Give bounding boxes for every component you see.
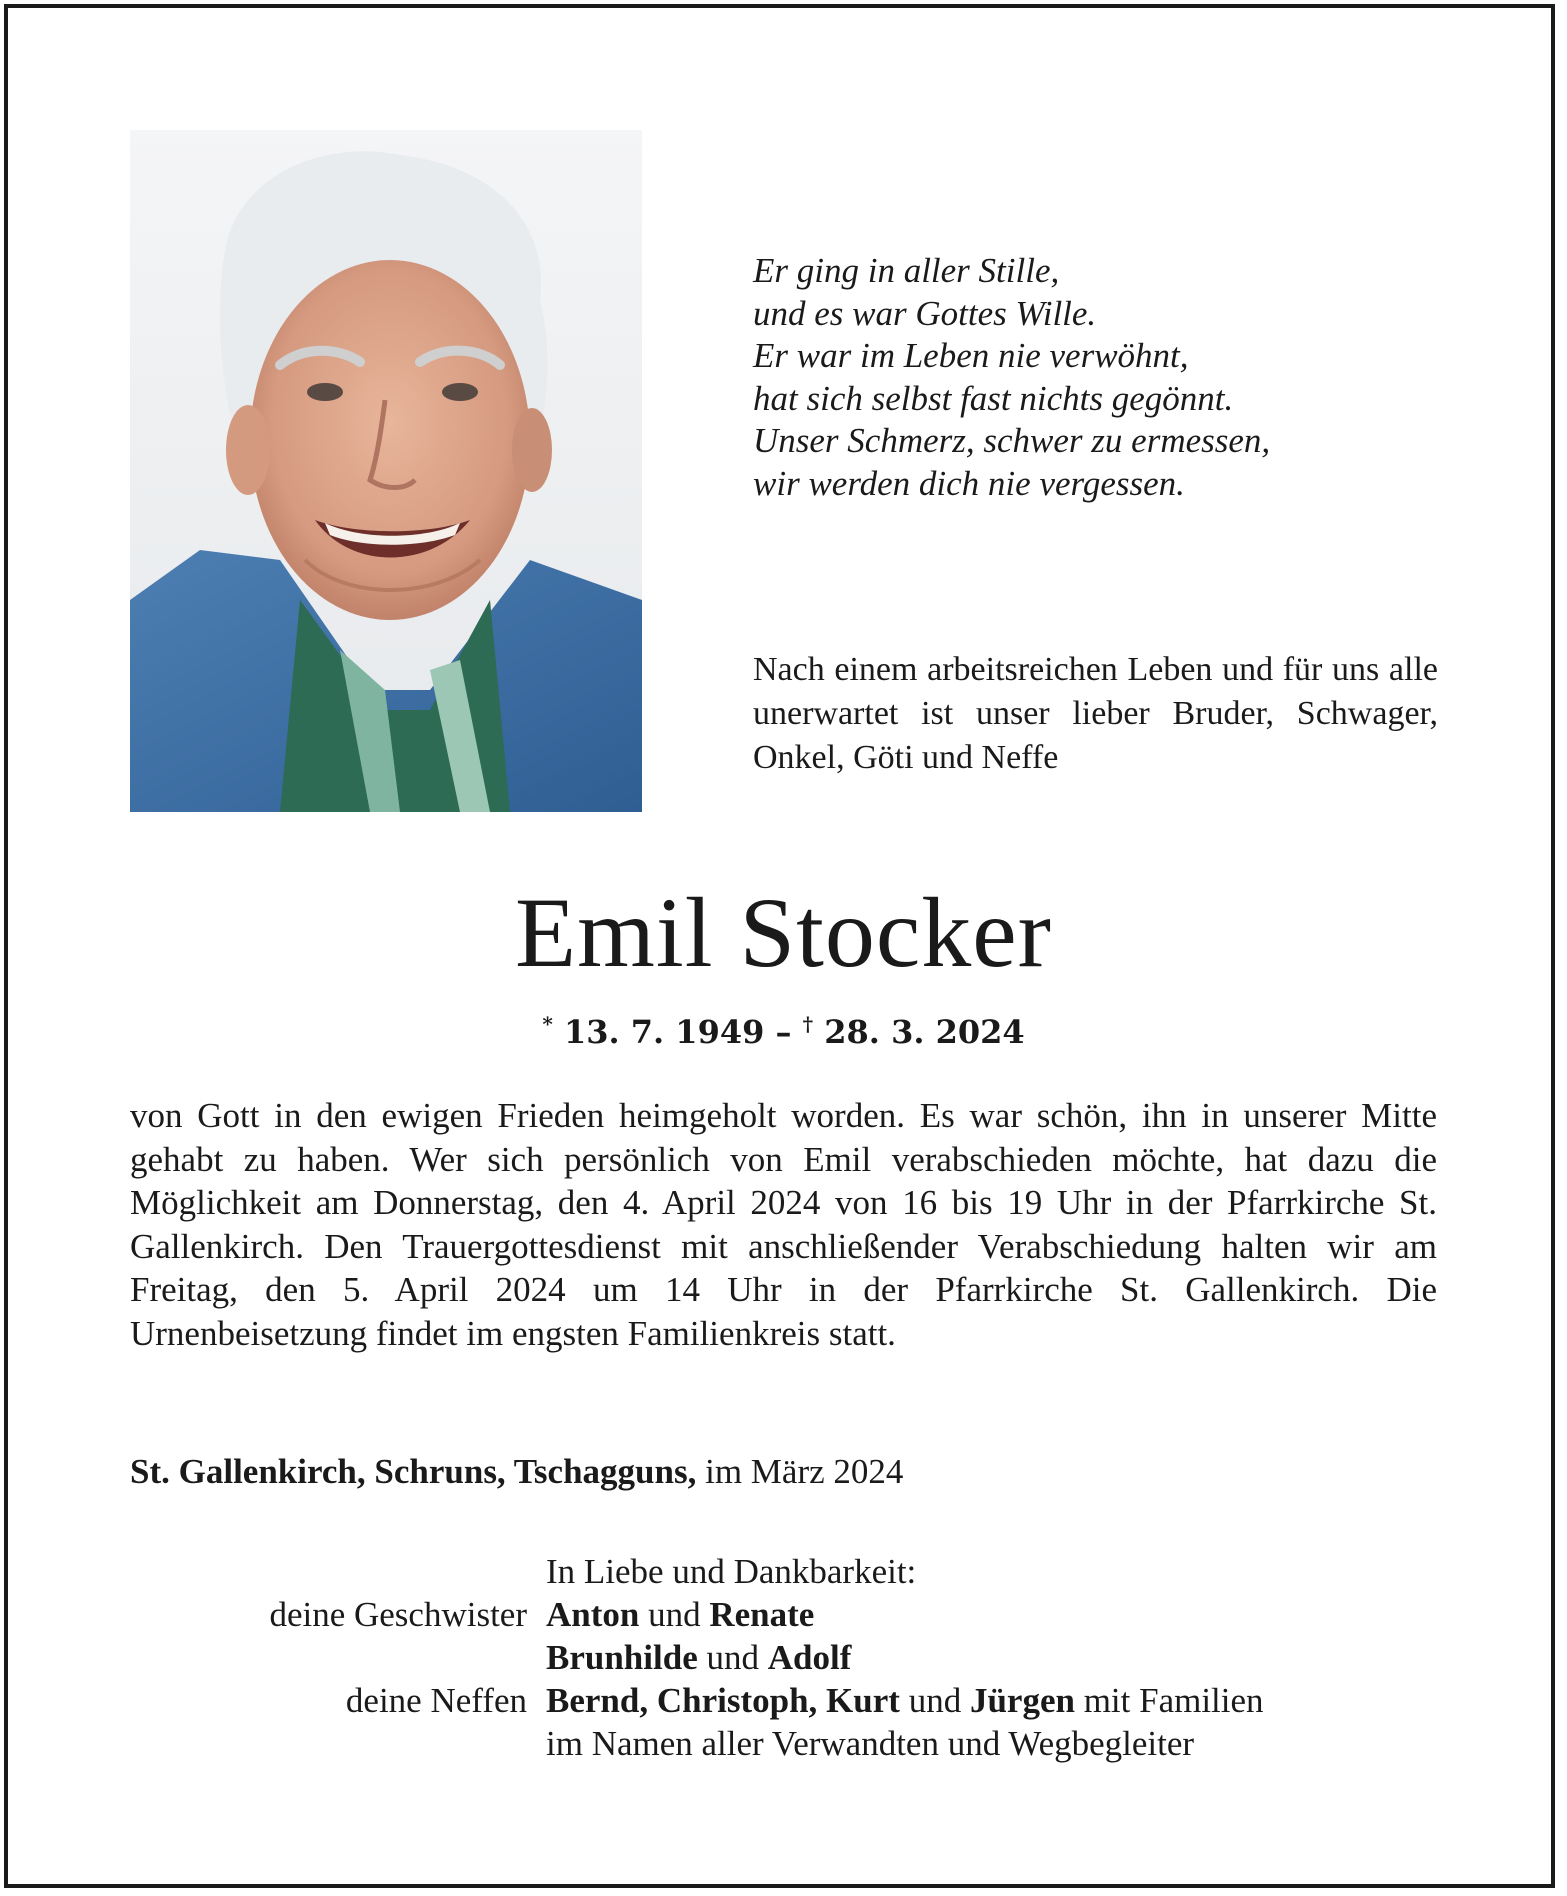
birth-date: 13. 7. 1949 [563, 1013, 765, 1051]
poem-line: Er war im Leben nie verwöhnt, [753, 336, 1189, 375]
siblings-names-2 [546, 1636, 851, 1679]
closing-text: im Namen aller Verwandten und Wegbegleiter [546, 1724, 1195, 1763]
signoff-heading: In Liebe und Dankbarkeit: [546, 1552, 917, 1591]
poem-line: hat sich selbst fast nichts gegönnt. [753, 378, 1234, 418]
conjunction: und [899, 1681, 970, 1720]
nephew-names: Bernd, Christoph, Kurt [546, 1681, 900, 1720]
siblings-row-1 [0, 1593, 1567, 1636]
poem-line: Er ging in aller Stille, [753, 251, 1060, 290]
sibling-name: Brunhilde [546, 1638, 698, 1677]
poem-line: Unser Schmerz, schwer zu ermessen, [753, 421, 1271, 460]
conjunction: und [697, 1638, 768, 1677]
place-and-date [130, 1450, 903, 1494]
signoff [0, 1550, 1567, 1765]
poem-line: wir werden dich nie vergessen. [753, 463, 1185, 503]
date-separator: – [764, 1013, 803, 1051]
nephews-label: deine Neffen [345, 1681, 527, 1720]
body-text: von Gott in den ewigen Frieden heimgeholt worden. Es war schön, ihn in unserer Mitte gehabt zu haben. Wer sich persönlich von Emil verabschieden möchte, hat dazu die Möglichkeit am Donnerstag, den 4. April 2024 von 16 bis 19 Uhr in der Pfarrkirche St. Gallenkirch. Den Trauergottesdienst mit anschließender Verabschiedung halten wir am Freitag, den 5. April 2024 um 14 Uhr in der Pfarrkirche St. Gallenkirch. Die Urnenbeisetzung findet im engsten Familienkreis statt. [130, 1096, 1437, 1353]
siblings-names-1 [546, 1593, 814, 1636]
nephew-name: Jürgen [969, 1681, 1075, 1720]
death-date: 28. 3. 2024 [824, 1013, 1025, 1051]
month-year: im März 2024 [696, 1452, 904, 1491]
families-suffix: mit Familien [1074, 1681, 1264, 1720]
siblings-label: deine Geschwister [269, 1595, 527, 1634]
sibling-name: Adolf [767, 1638, 852, 1677]
intro-text: Nach einem arbeitsreichen Leben und für uns alle unerwartet ist unser lieber Bruder, Schwager, Onkel, Göti und Neffe [753, 651, 1438, 776]
death-symbol: † [802, 1012, 814, 1036]
poem-line: und es war Gottes Wille. [753, 293, 1097, 333]
portrait-image [130, 130, 642, 812]
siblings-row-2 [0, 1636, 1567, 1679]
deceased-name: Emil Stocker [515, 877, 1052, 988]
sibling-name: Anton [546, 1595, 640, 1634]
closing-row [0, 1722, 1567, 1765]
birth-symbol: * [542, 1012, 553, 1036]
nephews-names [546, 1679, 1264, 1722]
poem [753, 250, 1473, 505]
nephews-row [0, 1679, 1567, 1722]
portrait-photo [130, 130, 642, 812]
life-dates [0, 1002, 1567, 1054]
conjunction: und [639, 1595, 710, 1634]
place-names: St. Gallenkirch, Schruns, Tschagguns, [130, 1452, 697, 1491]
sibling-name: Renate [709, 1595, 815, 1634]
signoff-heading-row [0, 1550, 1567, 1593]
